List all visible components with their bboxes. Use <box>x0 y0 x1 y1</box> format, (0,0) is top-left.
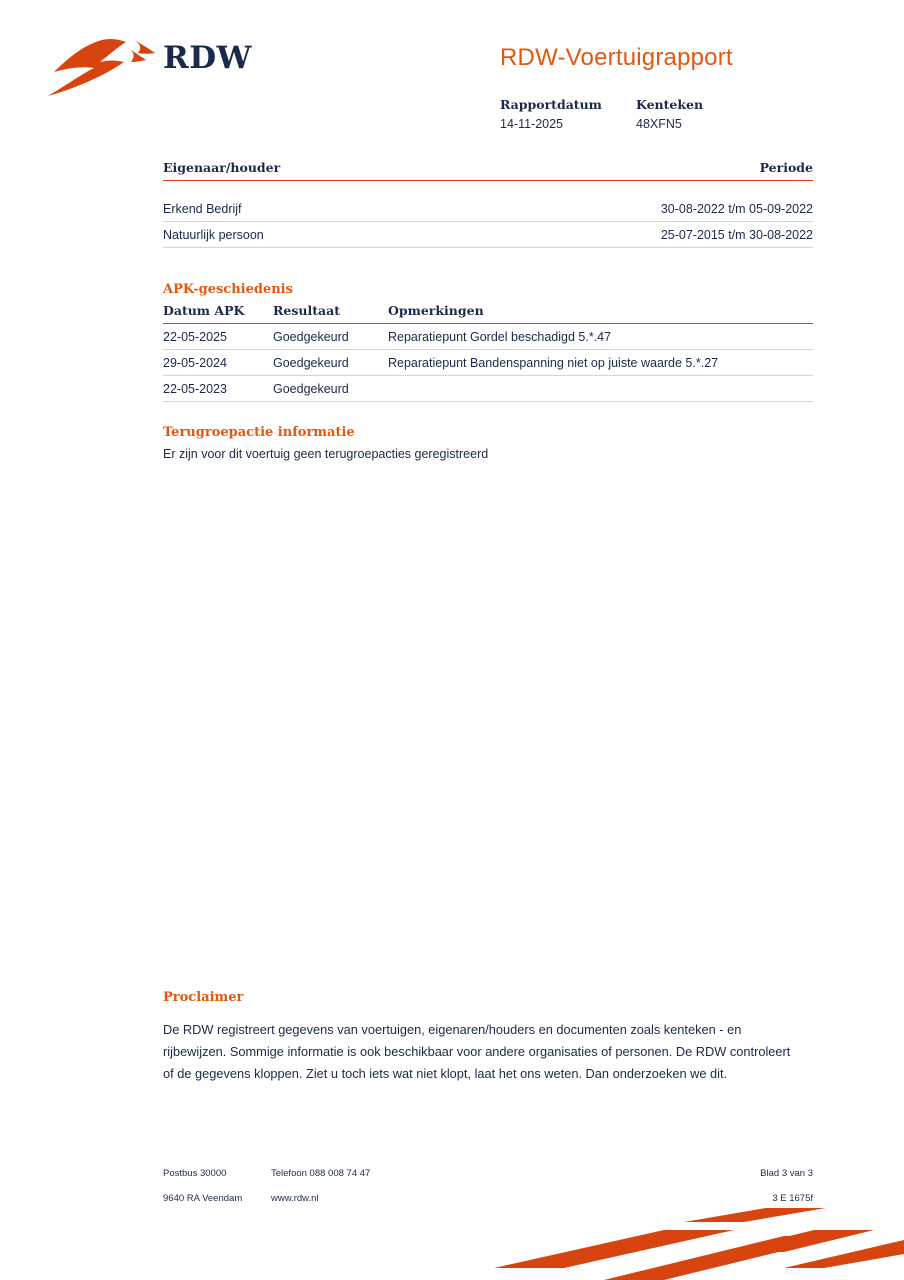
rdw-stripes-icon <box>484 1208 904 1280</box>
table-row <box>163 324 813 350</box>
proclaimer-title: Proclaimer <box>163 990 244 1005</box>
owner-type: Natuurlijk persoon <box>163 222 422 248</box>
owner-section-title: Eigenaar/houder <box>163 160 281 175</box>
proclaimer-text: De RDW registreert gegevens van voertuigen, eigenaren/houders en documenten zoals kenteken - en rijbewijzen. Sommige informatie is ook beschikbaar voor andere organisaties of personen. De RDW controleert of de gegevens kloppen. Ziet u toch iets wat niet klopt, laat het ons weten. Dan onderzoeken we dit. <box>163 1022 791 1081</box>
apk-section-title: APK-geschiedenis <box>163 282 293 297</box>
owner-period-label: Periode <box>759 160 813 175</box>
owner-period: 30-08-2022 t/m 05-09-2022 <box>422 196 813 222</box>
report-date-label: Rapportdatum <box>500 97 602 112</box>
apk-result: Goedgekeurd <box>273 376 388 402</box>
owner-section-header <box>163 160 813 181</box>
footer-postbus: Postbus 30000 <box>163 1168 227 1179</box>
footer-city: 9640 RA Veendam <box>163 1193 243 1204</box>
apk-remarks <box>388 376 813 402</box>
apk-result: Goedgekeurd <box>273 324 388 350</box>
owner-period: 25-07-2015 t/m 30-08-2022 <box>422 222 813 248</box>
footer-phone: Telefoon 088 008 74 47 <box>271 1168 371 1179</box>
apk-remarks: Reparatiepunt Bandenspanning niet op juiste waarde 5.*.27 <box>388 350 813 376</box>
footer-row-top <box>163 1168 813 1179</box>
footer-website[interactable]: www.rdw.nl <box>271 1193 319 1204</box>
report-date-value: 14-11-2025 <box>500 117 564 131</box>
table-header-row <box>163 303 813 324</box>
rdw-logo-icon <box>42 38 158 98</box>
apk-col-remarks: Opmerkingen <box>388 303 813 324</box>
footer-form-code: 3 E 1675f <box>772 1193 813 1204</box>
rdw-wordmark: RDW <box>163 40 252 76</box>
apk-date: 22-05-2023 <box>163 376 273 402</box>
apk-history-table <box>163 303 813 402</box>
owner-type: Erkend Bedrijf <box>163 196 422 222</box>
license-plate-value: 48XFN5 <box>636 117 682 131</box>
table-row <box>163 350 813 376</box>
recall-section-text: Er zijn voor dit voertuig geen terugroepacties geregistreerd <box>163 447 489 461</box>
apk-col-date: Datum APK <box>163 303 273 324</box>
table-row <box>163 196 813 222</box>
recall-section-title: Terugroepactie informatie <box>163 425 355 440</box>
footer-page-number: Blad 3 van 3 <box>760 1168 813 1179</box>
document-title: RDW-Voertuigrapport <box>500 44 733 71</box>
table-row <box>163 376 813 402</box>
owner-table <box>163 196 813 248</box>
apk-result: Goedgekeurd <box>273 350 388 376</box>
apk-date: 22-05-2025 <box>163 324 273 350</box>
report-meta <box>500 97 820 131</box>
apk-remarks: Reparatiepunt Gordel beschadigd 5.*.47 <box>388 324 813 350</box>
apk-col-result: Resultaat <box>273 303 388 324</box>
apk-date: 29-05-2024 <box>163 350 273 376</box>
footer-row-bottom <box>163 1193 813 1204</box>
license-plate-label: Kenteken <box>636 97 704 112</box>
table-row <box>163 222 813 248</box>
